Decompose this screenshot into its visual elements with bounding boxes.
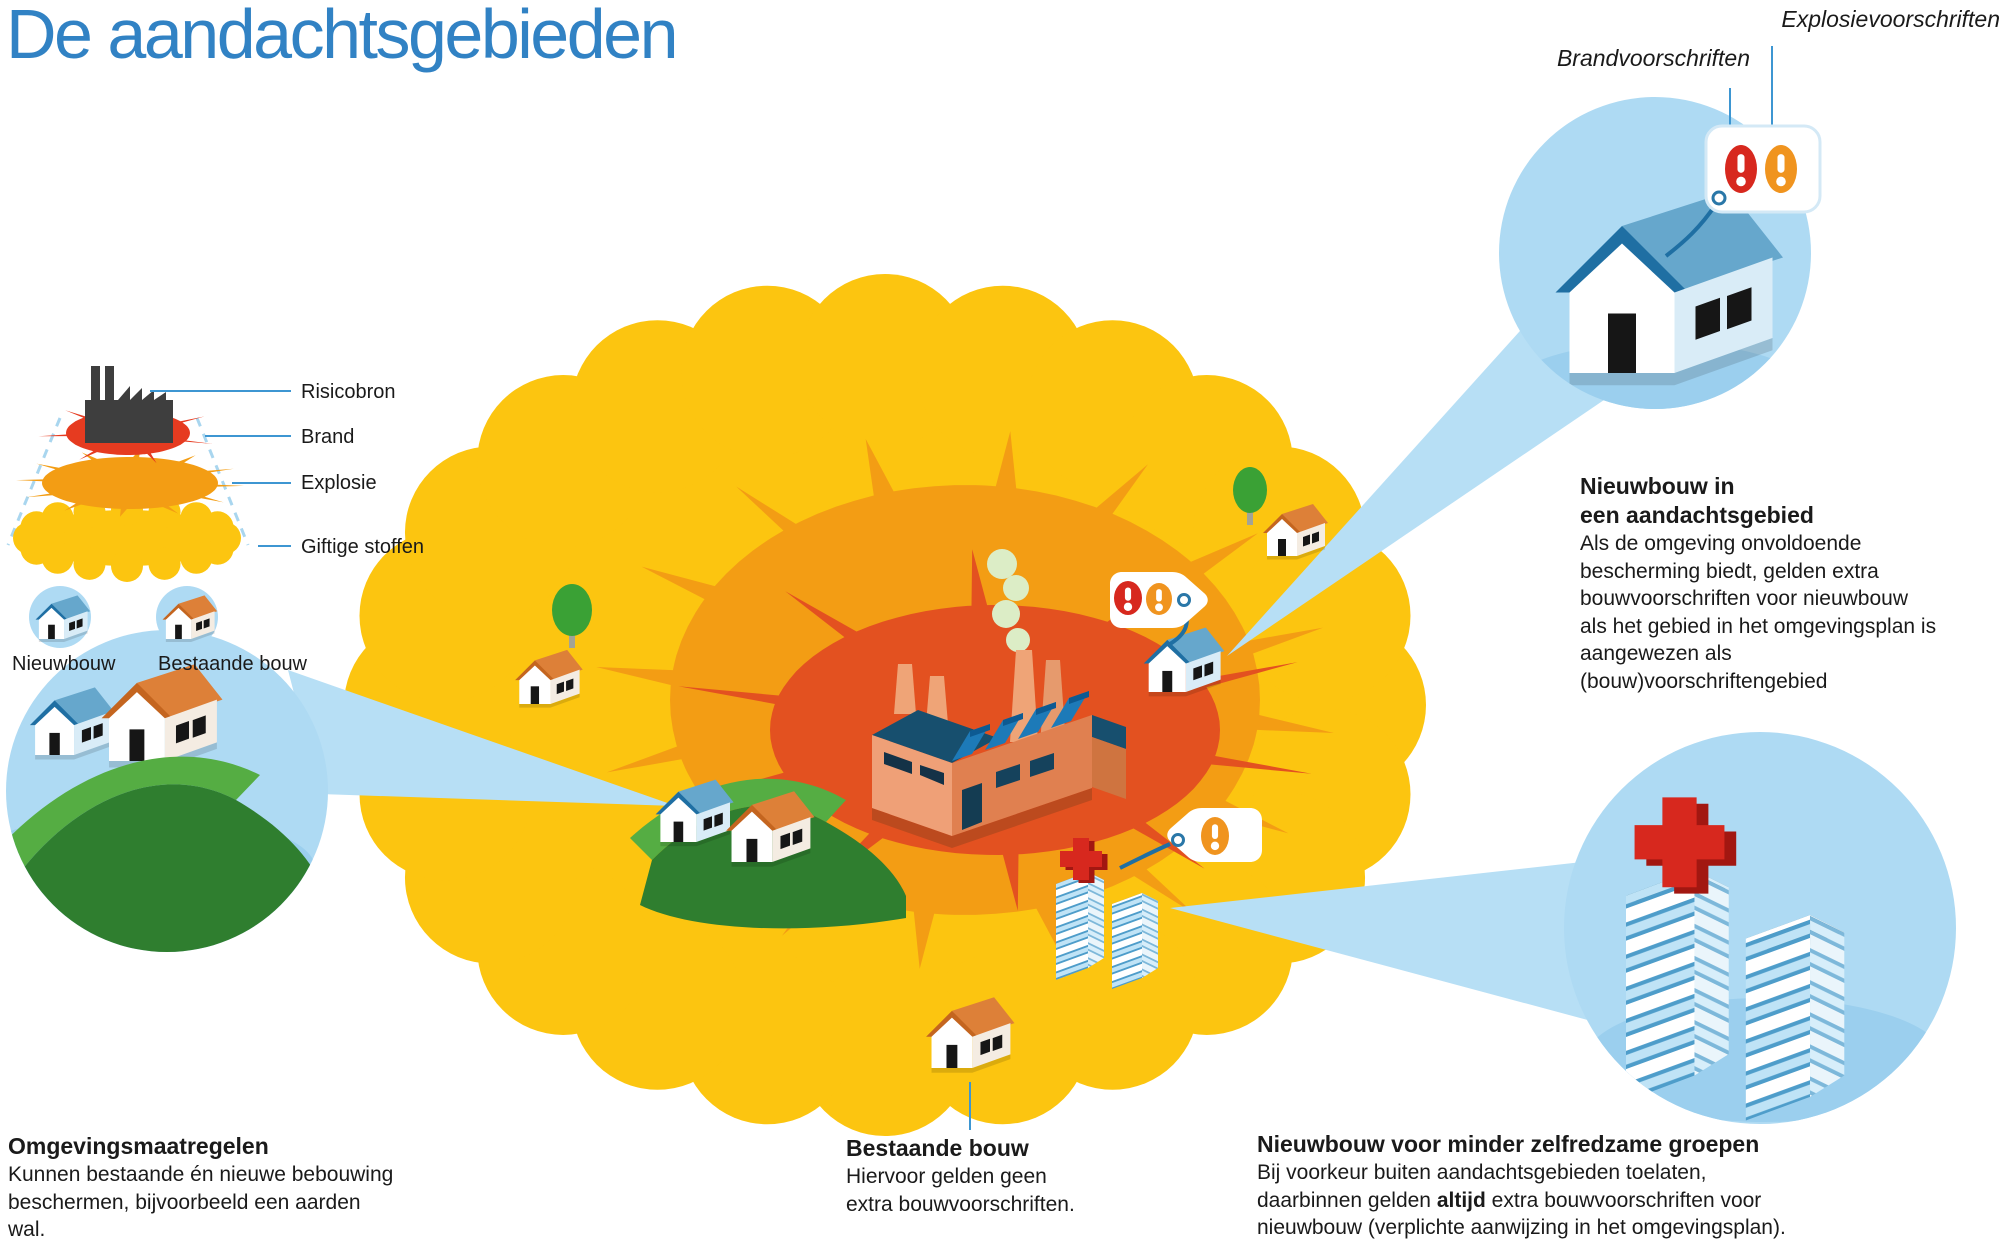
exclamation-orange-icon	[1201, 817, 1229, 855]
label-explosievoorschriften: Explosievoorschriften	[1781, 6, 2000, 32]
callout-title: Bestaande bouw	[846, 1135, 1029, 1161]
exclamation-orange-icon	[1146, 583, 1172, 615]
legend	[8, 366, 291, 648]
callout-title: Nieuwbouw voor minder zelfredzame groepen	[1257, 1131, 1760, 1157]
legend-label-risicobron: Risicobron	[301, 381, 396, 403]
exclamation-red-icon	[1725, 145, 1757, 193]
callout-nieuwbouw-aandachtsgebied: Nieuwbouw in een aandachtsgebied Als de omgeving onvoldoende bescherming biedt, gelden extra bouwvoorschriften voor nieuwbouw als het gebied in het omgevingsplan is aangewezen als (bouw)voorschriftengebied	[1580, 472, 2008, 695]
callout-title: Nieuwbouw in	[1580, 473, 1735, 499]
exclamation-red-icon	[1114, 581, 1142, 615]
legend-label-explosie: Explosie	[301, 472, 377, 494]
callout-bestaande-bouw: Bestaande bouw Hiervoor gelden geen extra bouwvoorschriften.	[846, 1134, 1146, 1218]
legend-label-giftige-stoffen: Giftige stoffen	[301, 536, 425, 558]
callout-title: Omgevingsmaatregelen	[8, 1133, 269, 1159]
callout-zelfredzame-groepen: Nieuwbouw voor minder zelfredzame groepen Bij voorkeur buiten aandachtsgebieden toelaten, daarbinnen gelden altijd extra bouwvoorschriften voor nieuwbouw (verplichte aanwijzing in het omgevingsplan).	[1257, 1130, 1957, 1242]
legend-label-brand: Brand	[301, 426, 355, 448]
exclamation-orange-icon	[1765, 145, 1797, 193]
label-brandvoorschriften: Brandvoorschriften	[1556, 45, 1750, 71]
legend-label-bestaande-bouw: Bestaande bouw	[158, 653, 308, 675]
callout-omgevingsmaatregelen: Omgevingsmaatregelen Kunnen bestaande én nieuwe bebouwing beschermen, bijvoorbeeld een aarden wal.	[8, 1132, 428, 1244]
factory-icon-legend	[85, 366, 173, 443]
callout-title-line2: een aandachtsgebied	[1580, 502, 1814, 528]
page-title: De aandachtsgebieden	[6, 0, 677, 73]
legend-label-nieuwbouw: Nieuwbouw	[12, 653, 116, 675]
